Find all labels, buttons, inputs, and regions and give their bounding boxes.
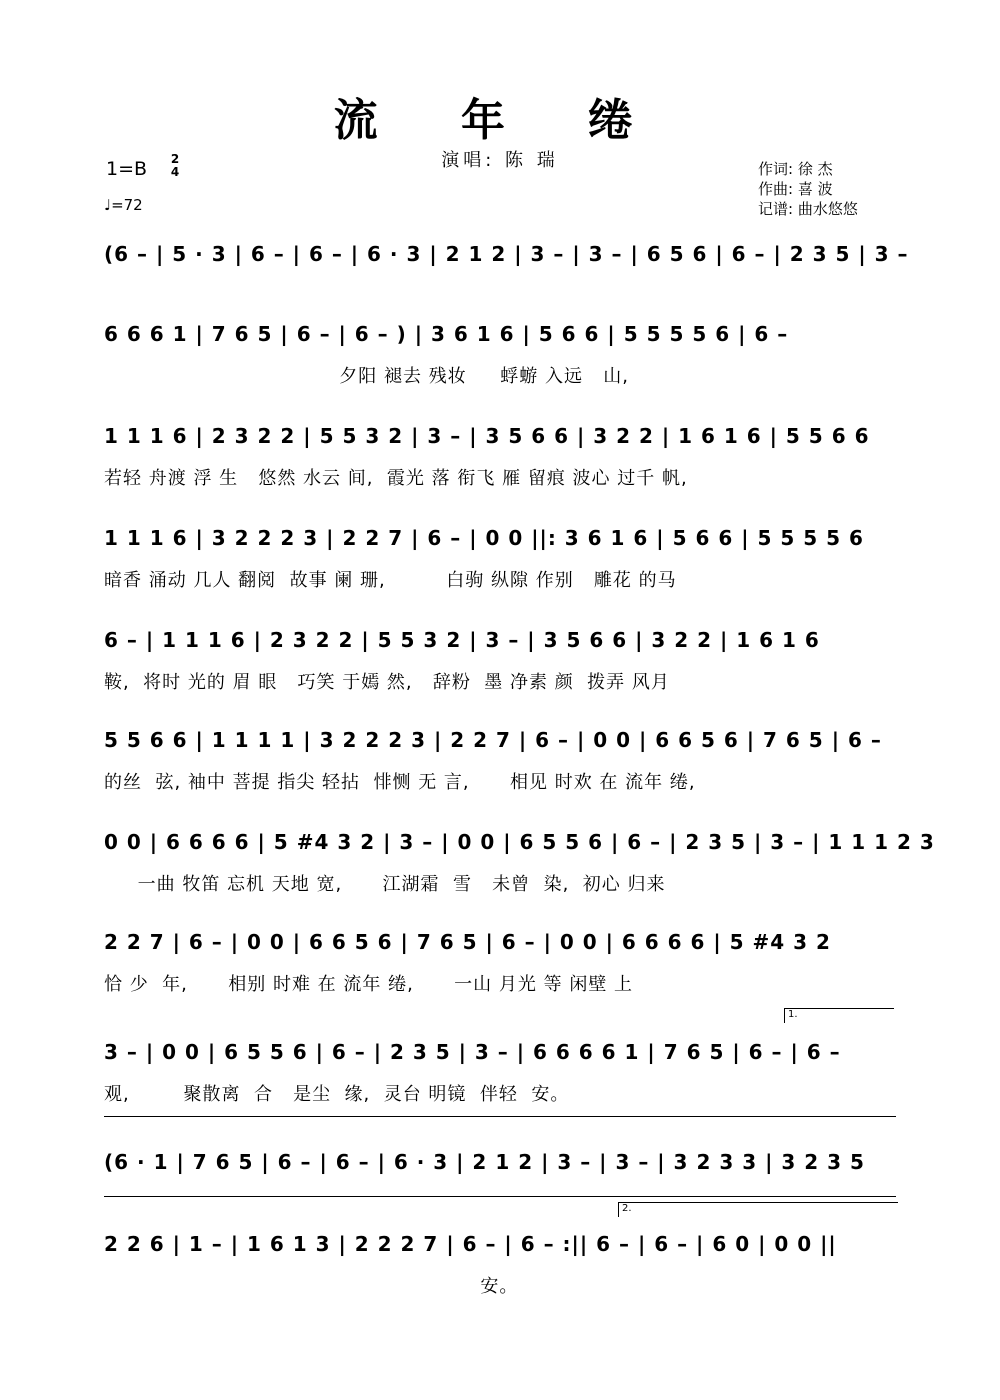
notes-line: 2 2 6 | 1 – | 1 6 1 3 | 2 2 2 7 | 6 – | 6 – :|| 6 – | 6 – | 6 0 | 0 0 ||	[104, 1232, 837, 1256]
lyrics-line: 安。	[104, 1276, 519, 1297]
lyrics-line: 鞍, 将时 光的 眉 眼 巧笑 于嫣 然, 辞粉 墨 净素 颜 拨弄 风月	[104, 672, 670, 693]
score-system-5	[104, 628, 896, 692]
notes-line: (6 · 1 | 7 6 5 | 6 – | 6 – | 6 · 3 | 2 1 2 | 3 – | 3 – | 3 2 3 3 | 3 2 3 5	[104, 1150, 865, 1174]
score-system-7	[104, 830, 935, 895]
lyrics-line: 暗香 涌动 几人 翻阅 故事 阑 珊, 白驹 纵隙 作别 雕花 的马	[104, 570, 677, 591]
notes-line: 3 – | 0 0 | 6 5 5 6 | 6 – | 2 3 5 | 3 – | 6 6 6 6 1 | 7 6 5 | 6 – | 6 –	[104, 1040, 841, 1064]
lyrics-line: 一曲 牧笛 忘机 天地 宽, 江湖霜 雪 未曾 染, 初心 归来	[104, 874, 666, 895]
song-title: 流 年 绻	[333, 95, 667, 146]
notes-line: 6 – | 1 1 1 6 | 2 3 2 2 | 5 5 3 2 | 3 – | 3 5 6 6 | 3 2 2 | 1 6 1 6	[104, 628, 820, 652]
transcriber-credit: 记谱: 曲水悠悠	[758, 200, 858, 218]
score-system-2	[104, 322, 896, 386]
lyrics-line: 若轻 舟渡 浮 生 悠然 水云 间, 霞光 落 衔飞 雁 留痕 波心 过千 帆,	[104, 468, 688, 489]
notes-line: (6 – | 5 · 3 | 6 – | 6 – | 6 · 3 | 2 1 2 | 3 – | 3 – | 6 5 6 | 6 – | 2 3 5 | 3 –	[104, 242, 909, 266]
lyrics-line: 夕阳 褪去 残妆 蜉蝣 入远 山,	[104, 366, 629, 387]
lyricist-credit: 作词: 徐 杰	[758, 160, 833, 178]
notes-line: 6 6 6 1 | 7 6 5 | 6 – | 6 – ) | 3 6 1 6 | 5 6 6 | 5 5 5 5 6 | 6 –	[104, 322, 789, 346]
notes-line: 1 1 1 6 | 2 3 2 2 | 5 5 3 2 | 3 – | 3 5 6 6 | 3 2 2 | 1 6 1 6 | 5 5 6 6	[104, 424, 870, 448]
notes-line: 5 5 6 6 | 1 1 1 1 | 3 2 2 2 3 | 2 2 7 | 6 – | 0 0 | 6 6 5 6 | 7 6 5 | 6 –	[104, 728, 882, 752]
lyrics-line: 的丝 弦, 袖中 菩提 指尖 轻拈 悱恻 无 言, 相见 时欢 在 流年 绻,	[104, 772, 696, 793]
lyrics-line: 观, 聚散离 合 是尘 缘, 灵台 明镜 伴轻 安。	[104, 1084, 570, 1105]
second-ending-bracket	[618, 1202, 898, 1217]
composer-credit: 作曲: 喜 波	[758, 180, 833, 198]
credits	[758, 159, 858, 219]
section-divider-top	[104, 1116, 896, 1117]
score-system-4	[104, 526, 896, 590]
key-signature: 1=B	[106, 158, 148, 180]
score-system-8	[104, 930, 896, 994]
lyrics-line: 恰 少 年, 相别 时难 在 流年 绻, 一山 月光 等 闲壁 上	[104, 974, 634, 995]
time-signature-top: 2	[170, 152, 180, 166]
time-signature-bottom: 4	[170, 165, 180, 179]
section-divider-bottom	[104, 1196, 896, 1197]
notes-line: 1 1 1 6 | 3 2 2 2 3 | 2 2 7 | 6 – | 0 0 ||: 3 6 1 6 | 5 6 6 | 5 5 5 5 6	[104, 526, 864, 550]
time-signature	[168, 153, 182, 179]
score-system-3	[104, 424, 896, 488]
second-ending-label: 2.	[622, 1203, 632, 1214]
singer-line: 演唱: 陈 瑞	[441, 150, 559, 171]
notes-line: 2 2 7 | 6 – | 0 0 | 6 6 5 6 | 7 6 5 | 6 – | 0 0 | 6 6 6 6 | 5 #4 3 2	[104, 930, 831, 954]
first-ending-label: 1.	[788, 1009, 798, 1020]
score-system-11	[104, 1232, 896, 1296]
tempo-marking: ♩=72	[104, 196, 143, 214]
score-system-6	[104, 728, 896, 792]
notes-line: 0 0 | 6 6 6 6 | 5 #4 3 2 | 3 – | 0 0 | 6 5 5 6 | 6 – | 2 3 5 | 3 – | 1 1 1 2 3	[104, 830, 935, 854]
score-system-9	[104, 1040, 896, 1104]
first-ending-bracket	[784, 1008, 894, 1023]
score-system-1	[104, 242, 909, 306]
